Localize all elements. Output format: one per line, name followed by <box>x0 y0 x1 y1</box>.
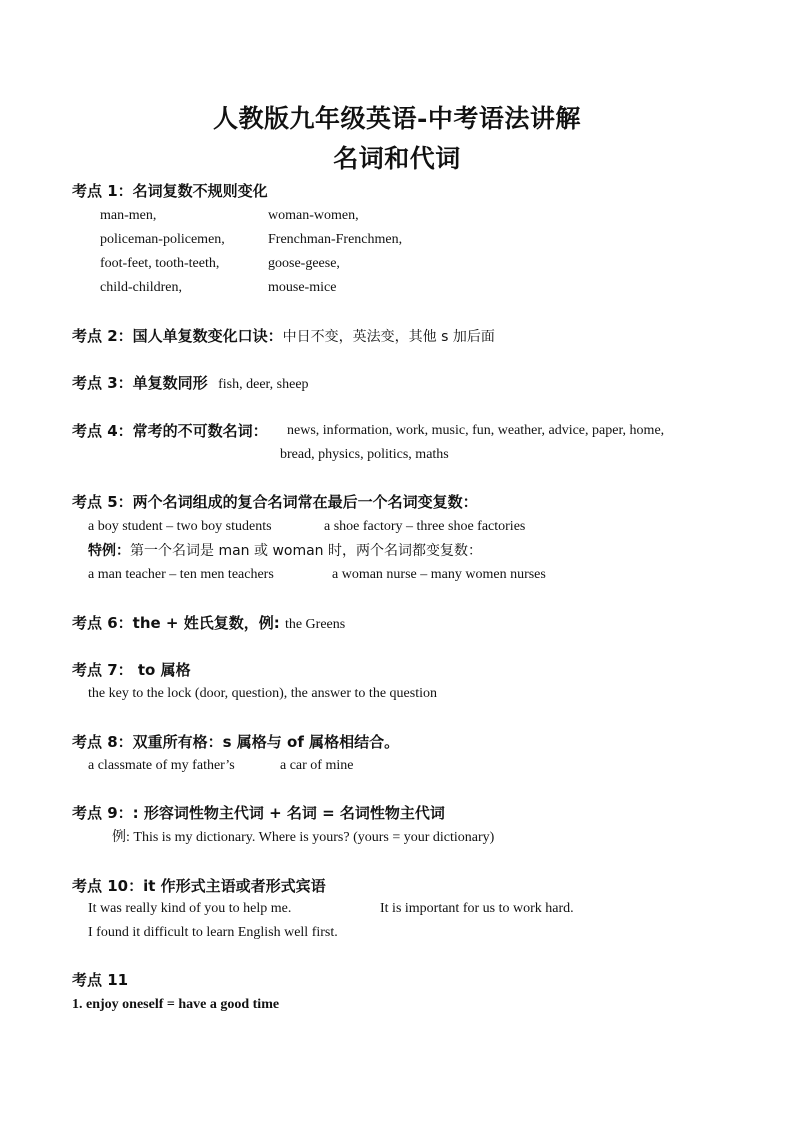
section-6-label: 考点 6：the + 姓氏复数，例: <box>72 614 280 632</box>
plural-row-4-right: mouse-mice <box>268 280 337 295</box>
section-8-heading: 考点 8：双重所有格：s 属格与 of 属格相结合。 <box>72 733 400 751</box>
section-2-rhyme: 中日不变，英法变，其他 s 加后面 <box>282 329 495 345</box>
compound-example-1b: a shoe factory – three shoe factories <box>324 519 526 534</box>
plural-row-3-right: goose-geese, <box>268 256 340 271</box>
section-3-examples: fish, deer, sheep <box>218 377 309 392</box>
plural-row-1-right: woman-women, <box>268 208 359 223</box>
section-3-heading <box>72 373 309 395</box>
section-9-heading: 考点 9：: 形容词性物主代词 + 名词 = 名词性物主代词 <box>72 804 445 822</box>
plural-row-4-left: child-children, <box>100 280 183 295</box>
section-10-heading: 考点 10：it 作形式主语或者形式宾语 <box>72 877 326 895</box>
special-case-line <box>88 541 482 562</box>
section-5-heading: 考点 5：两个名词组成的复合名词常在最后一个名词变复数： <box>72 493 478 511</box>
section-6-example: the Greens <box>284 617 346 632</box>
formal-subject-example-a: It was really kind of you to help me. <box>88 901 292 916</box>
section-11-item-1: 1. enjoy oneself = have a good time <box>72 997 280 1012</box>
section-2-label: 考点 2：国人单复数变化口诀： <box>72 327 283 345</box>
special-case-text: 第一个名词是 man 或 woman 时，两个名词都变复数： <box>130 543 482 559</box>
compound-example-1a: a boy student – two boy students <box>88 519 272 534</box>
section-11-heading: 考点 11 <box>72 971 129 989</box>
double-genitive-example-a: a classmate of my father’s <box>88 758 235 773</box>
plural-row-1-left: man-men, <box>100 208 157 223</box>
compound-example-2a: a man teacher – ten men teachers <box>88 567 274 582</box>
uncountable-nouns-line1: news, information, work, music, fun, weather, advice, paper, home, <box>287 423 665 438</box>
page-title-line1: 人教版九年级英语-中考语法讲解 <box>213 104 581 133</box>
section-7-heading: 考点 7： to 属格 <box>72 661 191 679</box>
section-1-heading: 考点 1：名词复数不规则变化 <box>72 182 268 200</box>
plural-row-2-right: Frenchman-Frenchmen, <box>268 232 403 247</box>
formal-object-example: I found it difficult to learn English well first. <box>88 925 338 940</box>
page-title-line2: 名词和代词 <box>333 144 461 173</box>
possessive-pronoun-example: 例: This is my dictionary. Where is yours? (yours = your dictionary) <box>112 830 495 845</box>
to-genitive-examples: the key to the lock (door, question), the answer to the question <box>88 686 437 701</box>
uncountable-nouns-line2: bread, physics, politics, maths <box>280 447 449 462</box>
section-2-heading <box>72 326 495 347</box>
section-3-label: 考点 3：单复数同形 <box>72 374 208 392</box>
section-4-heading: 考点 4：常考的不可数名词： <box>72 422 268 440</box>
formal-subject-example-b: It is important for us to work hard. <box>380 901 574 916</box>
compound-example-2b: a woman nurse – many women nurses <box>332 567 546 582</box>
plural-row-3-left: foot-feet, tooth-teeth, <box>100 256 220 271</box>
special-case-label: 特例： <box>88 543 130 559</box>
plural-row-2-left: policeman-policemen, <box>100 232 225 247</box>
section-6-heading <box>72 613 345 635</box>
double-genitive-example-b: a car of mine <box>280 758 354 773</box>
